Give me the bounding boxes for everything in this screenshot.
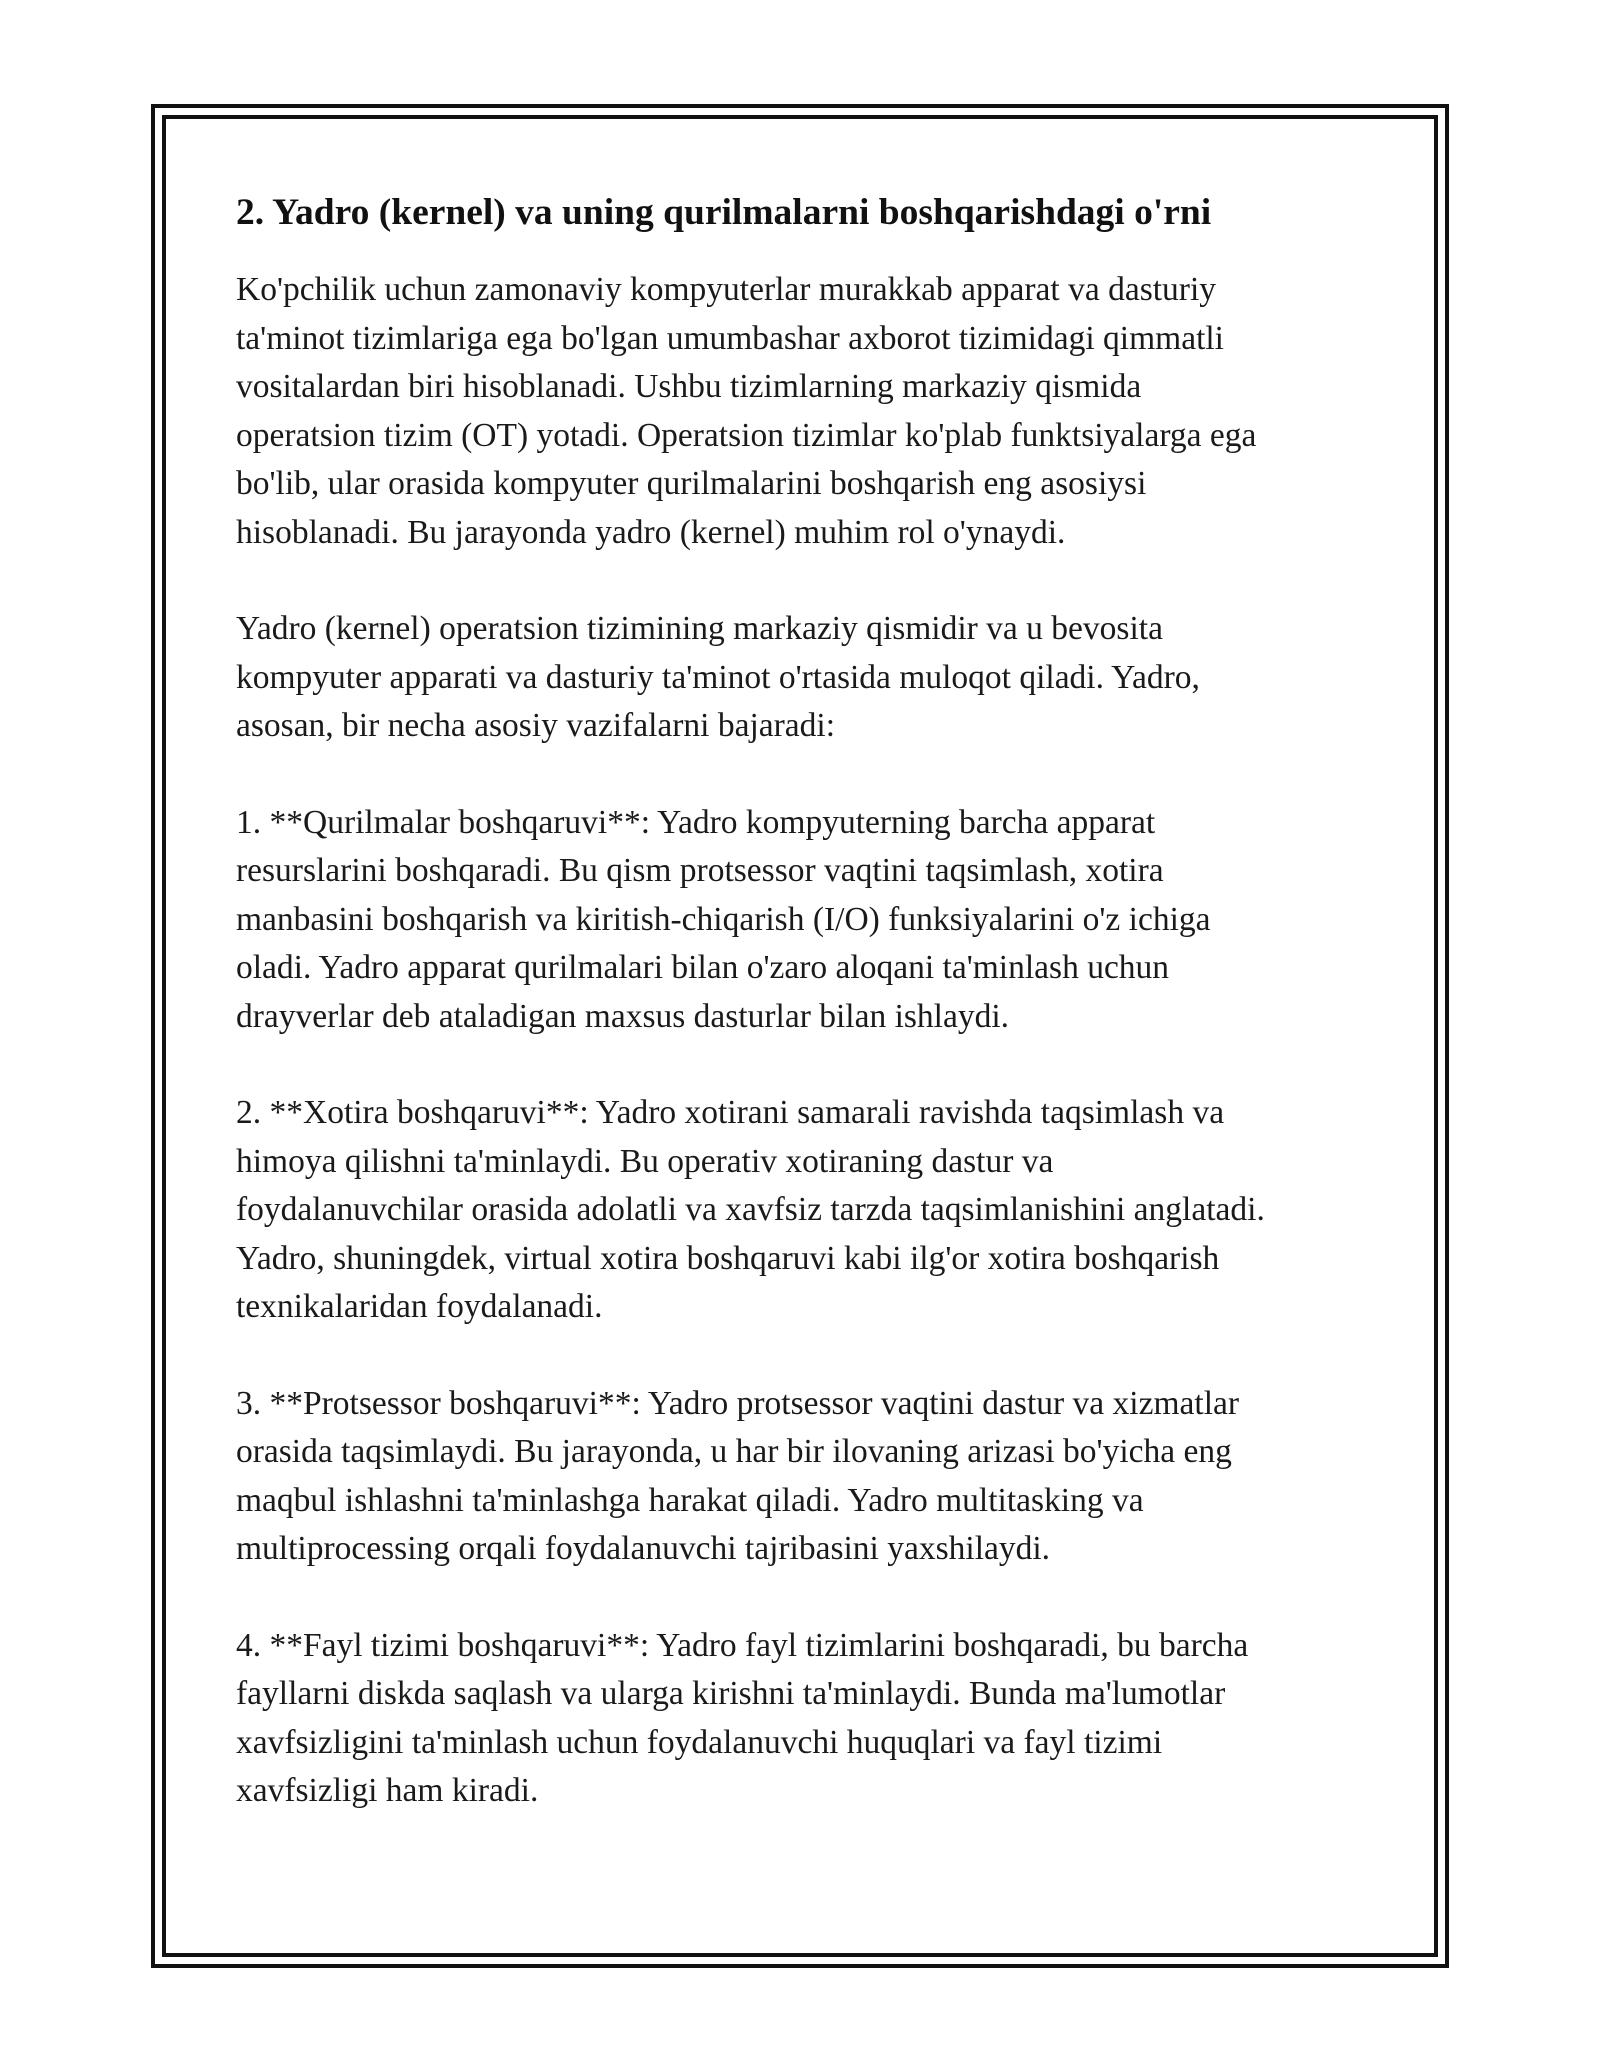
document-body — [236, 186, 1386, 1864]
paragraph-line: 3. **Protsessor boshqaruvi**: Yadro protsessor vaqtini dastur va xizmatlar — [236, 1384, 1240, 1422]
paragraph-line: drayverlar deb ataladigan maxsus dasturlar bilan ishlaydi. — [236, 997, 1010, 1035]
paragraph-line: bo'lib, ular orasida kompyuter qurilmalarini boshqarish eng asosiysi — [236, 465, 1147, 502]
paragraph-memory-management — [236, 1089, 1386, 1332]
section-heading: 2. Yadro (kernel) va uning qurilmalarni boshqarishdagi o'rni — [236, 192, 1212, 233]
paragraph-line: maqbul ishlashni ta'minlashga harakat qiladi. Yadro multitasking va — [236, 1481, 1144, 1519]
paragraph-line: operatsion tizim (OT) yotadi. Operatsion tizimlar ko'plab funktsiyalarga ega — [236, 416, 1257, 454]
paragraph-line: orasida taqsimlaydi. Bu jarayonda, u har bir ilovaning arizasi bo'yicha eng — [236, 1433, 1232, 1470]
paragraph-line: Yadro (kernel) operatsion tizimining markaziy qismidir va u bevosita — [236, 610, 1163, 647]
paragraph-filesystem-management — [236, 1622, 1386, 1816]
paragraph-intro — [236, 266, 1386, 557]
paragraph-line: hisoblanadi. Bu jarayonda yadro (kernel) muhim rol o'ynaydi. — [236, 513, 1066, 551]
paragraph-line: foydalanuvchilar orasida adolatli va xavfsiz tarzda taqsimlanishini anglatadi. — [236, 1191, 1265, 1228]
paragraph-line: fayllarni diskda saqlash va ularga kirishni ta'minlaydi. Bunda ma'lumotlar — [236, 1675, 1226, 1712]
paragraph-line: xavfsizligini ta'minlash uchun foydalanuvchi huquqlari va fayl tizimi — [236, 1723, 1163, 1761]
paragraph-line: 4. **Fayl tizimi boshqaruvi**: Yadro fayl tizimlarini boshqaradi, bu barcha — [236, 1626, 1249, 1664]
paragraph-line: 2. **Xotira boshqaruvi**: Yadro xotirani samarali ravishda taqsimlash va — [236, 1094, 1225, 1131]
paragraph-line: 1. **Qurilmalar boshqaruvi**: Yadro kompyuterning barcha apparat — [236, 803, 1156, 841]
paragraph-kernel-definition — [236, 605, 1386, 751]
paragraph-line: oladi. Yadro apparat qurilmalari bilan o'zaro aloqani ta'minlash uchun — [236, 949, 1170, 986]
paragraph-line: texnikalaridan foydalanadi. — [236, 1288, 603, 1325]
paragraph-line: xavfsizligi ham kiradi. — [236, 1772, 539, 1809]
paragraph-line: asosan, bir necha asosiy vazifalarni bajaradi: — [236, 707, 836, 744]
paragraph-line: Yadro, shuningdek, virtual xotira boshqaruvi kabi ilg'or xotira boshqarish — [236, 1239, 1220, 1277]
paragraph-device-management — [236, 799, 1386, 1042]
paragraph-line: Ko'pchilik uchun zamonaviy kompyuterlar murakkab apparat va dasturiy — [236, 271, 1217, 308]
paragraph-line: vositalardan biri hisoblanadi. Ushbu tizimlarning markaziy qismida — [236, 368, 1142, 405]
paragraph-processor-management — [236, 1380, 1386, 1574]
paragraph-line: himoya qilishni ta'minlaydi. Bu operativ xotiraning dastur va — [236, 1142, 1054, 1180]
paragraph-line: manbasini boshqarish va kiritish-chiqarish (I/O) funksiyalarini o'z ichiga — [236, 900, 1211, 938]
paragraph-line: kompyuter apparati va dasturiy ta'minot o'rtasida muloqot qiladi. Yadro, — [236, 658, 1200, 696]
paragraph-line: ta'minot tizimlariga ega bo'lgan umumbashar axborot tizimidagi qimmatli — [236, 319, 1224, 357]
paragraph-line: resurslarini boshqaradi. Bu qism protsessor vaqtini taqsimlash, xotira — [236, 852, 1164, 889]
paragraph-line: multiprocessing orqali foydalanuvchi tajribasini yaxshilaydi. — [236, 1530, 1051, 1567]
